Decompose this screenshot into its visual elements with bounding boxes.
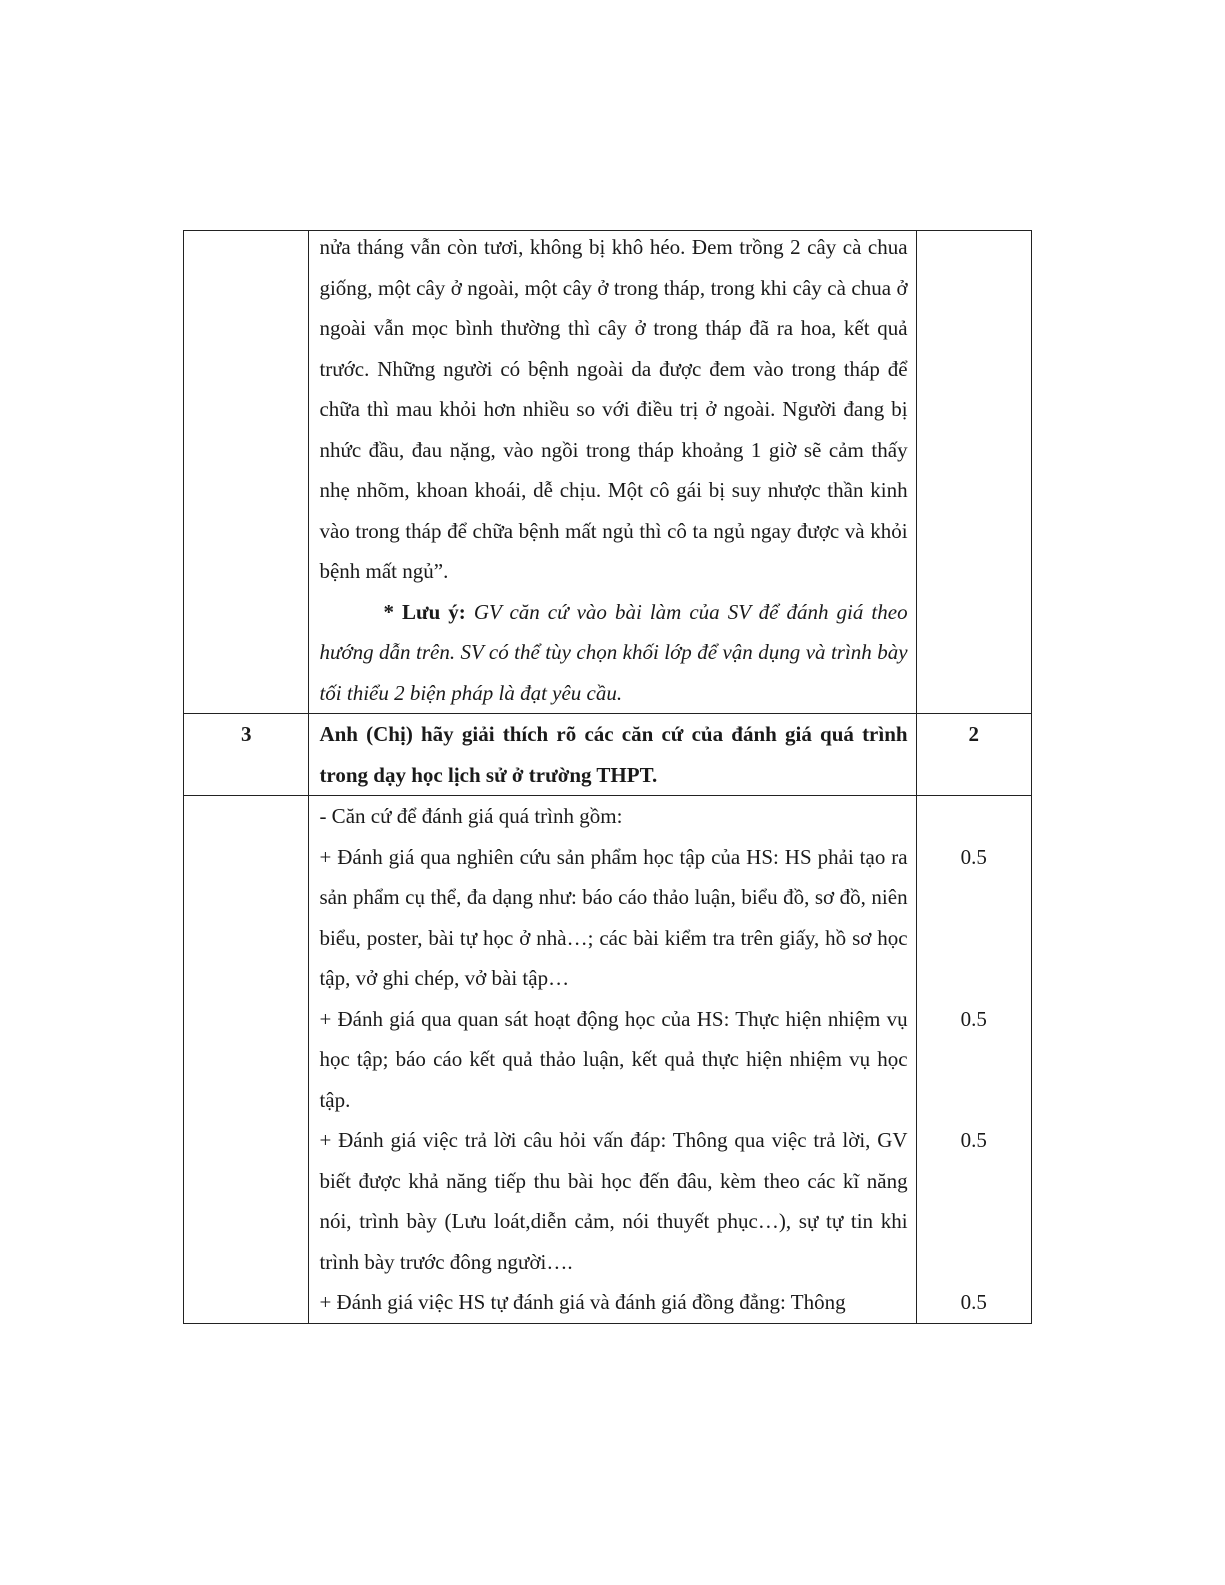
- grading-table: [183, 230, 1032, 1324]
- note-text: GV căn cứ vào bài làm của SV để đánh giá theo hướng dẫn trên. SV có thể tùy chọn khối lớp để vận dụng và trình bày tối thiểu 2 biện pháp là đạt yêu cầu.: [319, 599, 908, 705]
- answer-item: + Đánh giá việc HS tự đánh giá và đánh giá đồng đẳng: Thông: [319, 1290, 846, 1314]
- answer-number-empty: [184, 796, 309, 1324]
- note-label: * Lưu ý:: [383, 599, 466, 624]
- score-value: 0.5: [960, 1128, 987, 1152]
- score-cell-empty: [916, 231, 1031, 714]
- number-cell-empty: [184, 231, 309, 714]
- score-value: 0.5: [960, 1006, 987, 1031]
- answer-item: + Đánh giá việc trả lời câu hỏi vấn đáp: Thông qua việc trả lời, GV biết được khả năng tiếp thu bài học đến đâu, kèm theo các kĩ năng nói, trình bày (Lưu loát,diễn cảm, nói thuyết phục…), sự tự tin khi trình bày trước đông người….: [319, 1128, 908, 1274]
- answer-row: [184, 796, 1032, 1324]
- score-value: 0.5: [960, 844, 987, 869]
- question-number: 3: [184, 714, 309, 796]
- continuation-paragraph: nửa tháng vẫn còn tươi, không bị khô héo. Đem trồng 2 cây cà chua giống, một cây ở ngoài, một cây ở trong tháp, trong khi cây cà chua ở ngoài vẫn mọc bình thường thì cây ở trong tháp đã ra hoa, kết quả trước. Những người có bệnh ngoài da được đem vào trong tháp để chữa thì mau khỏi hơn nhiều so với điều trị ở ngoài. Người đang bị nhức đầu, đau nặng, vào ngồi trong tháp khoảng 1 giờ sẽ cảm thấy nhẹ nhõm, khoan khoái, dễ chịu. Một cô gái bị suy nhược thần kinh vào trong tháp để chữa bệnh mất ngủ thì cô ta ngủ ngay được và khỏi bệnh mất ngủ”.: [319, 235, 908, 583]
- continuation-content: [309, 231, 916, 714]
- answer-item: + Đánh giá qua quan sát hoạt động học của HS: Thực hiện nhiệm vụ học tập; báo cáo kết quả thảo luận, kết quả thực hiện nhiệm vụ học tập.: [319, 1006, 908, 1112]
- answer-content: [309, 796, 916, 1324]
- question-points: 2: [916, 714, 1031, 796]
- continuation-row: [184, 231, 1032, 714]
- note-paragraph: [319, 592, 907, 714]
- answer-scores: [916, 796, 1031, 1324]
- question-row: [184, 714, 1032, 796]
- score-value: 0.5: [960, 1290, 987, 1314]
- question-prompt: Anh (Chị) hãy giải thích rõ các căn cứ của đánh giá quá trình trong dạy học lịch sử ở trường THPT.: [309, 714, 916, 796]
- answer-intro: - Căn cứ để đánh giá quá trình gồm:: [319, 804, 623, 828]
- answer-item: + Đánh giá qua nghiên cứu sản phẩm học tập của HS: HS phải tạo ra sản phẩm cụ thể, đa dạng như: báo cáo thảo luận, biểu đồ, sơ đồ, niên biểu, poster, bài tự học ở nhà…; các bài kiểm tra trên giấy, hồ sơ học tập, vở ghi chép, vở bài tập…: [319, 844, 908, 990]
